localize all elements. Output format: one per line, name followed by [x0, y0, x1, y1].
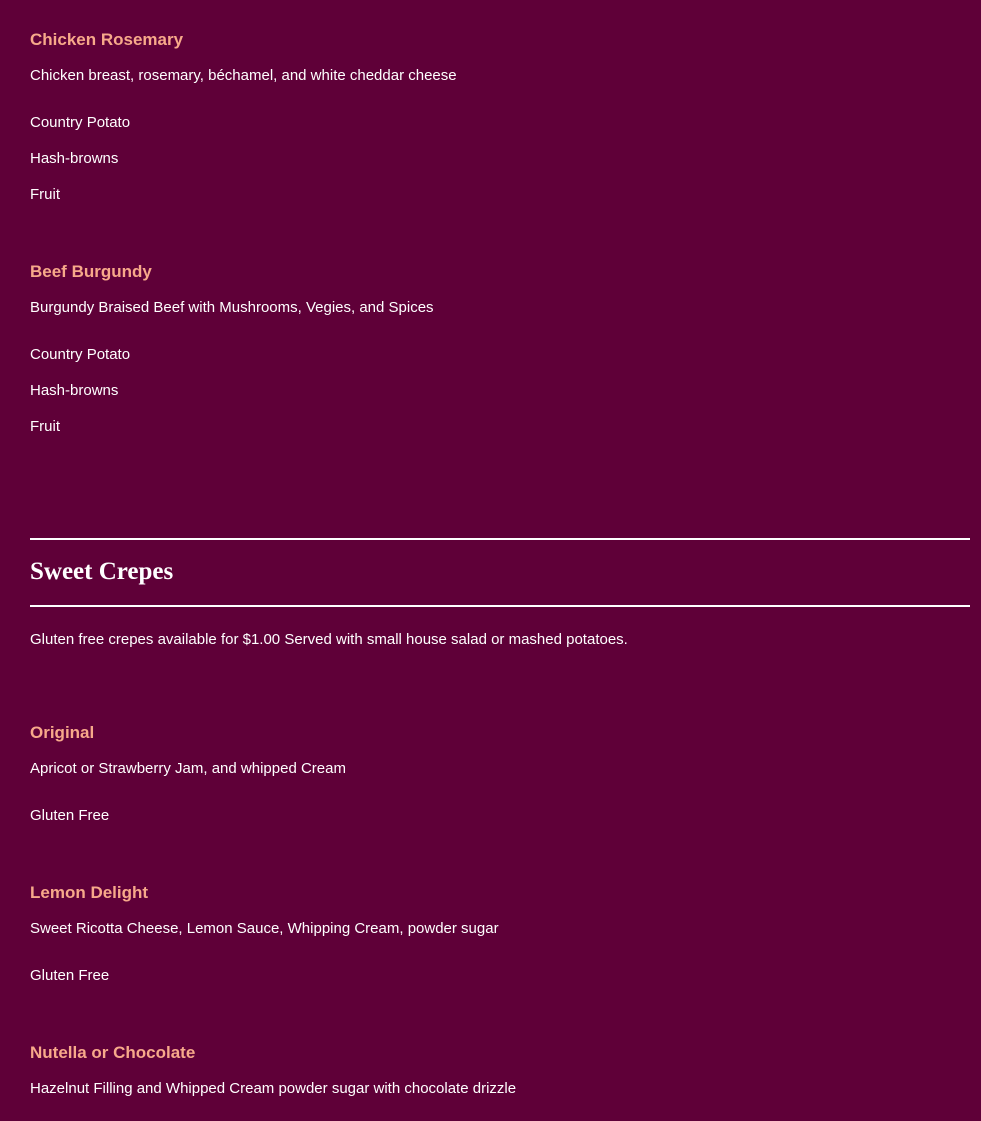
section-divider-bottom — [30, 605, 970, 607]
item-title: Chicken Rosemary — [30, 30, 184, 49]
section-note: Gluten free crepes available for $1.00 Served with small house salad or mashed potatoes. — [30, 631, 628, 648]
item-description: Hazelnut Filling and Whipped Cream powder sugar with chocolate drizzle — [30, 1080, 517, 1097]
item-option: Gluten Free — [30, 967, 110, 984]
item-description: Burgundy Braised Beef with Mushrooms, Vegies, and Spices — [30, 299, 434, 316]
item-option: Country Potato — [30, 346, 131, 363]
item-title: Beef Burgundy — [30, 262, 152, 281]
item-option: Fruit — [30, 186, 60, 203]
item-option: Gluten Free — [30, 807, 110, 824]
item-title: Nutella or Chocolate — [30, 1043, 196, 1062]
item-description: Sweet Ricotta Cheese, Lemon Sauce, Whipping Cream, powder sugar — [30, 920, 499, 937]
item-option: Fruit — [30, 418, 60, 435]
item-description: Chicken breast, rosemary, béchamel, and white cheddar cheese — [30, 67, 457, 84]
item-option: Hash-browns — [30, 382, 119, 399]
item-title: Original — [30, 723, 95, 742]
item-description: Apricot or Strawberry Jam, and whipped Cream — [30, 760, 346, 777]
section-divider-top — [30, 538, 970, 540]
item-title: Lemon Delight — [30, 883, 149, 902]
item-option: Country Potato — [30, 114, 131, 131]
section-title: Sweet Crepes — [30, 558, 174, 585]
item-option: Hash-browns — [30, 150, 119, 167]
